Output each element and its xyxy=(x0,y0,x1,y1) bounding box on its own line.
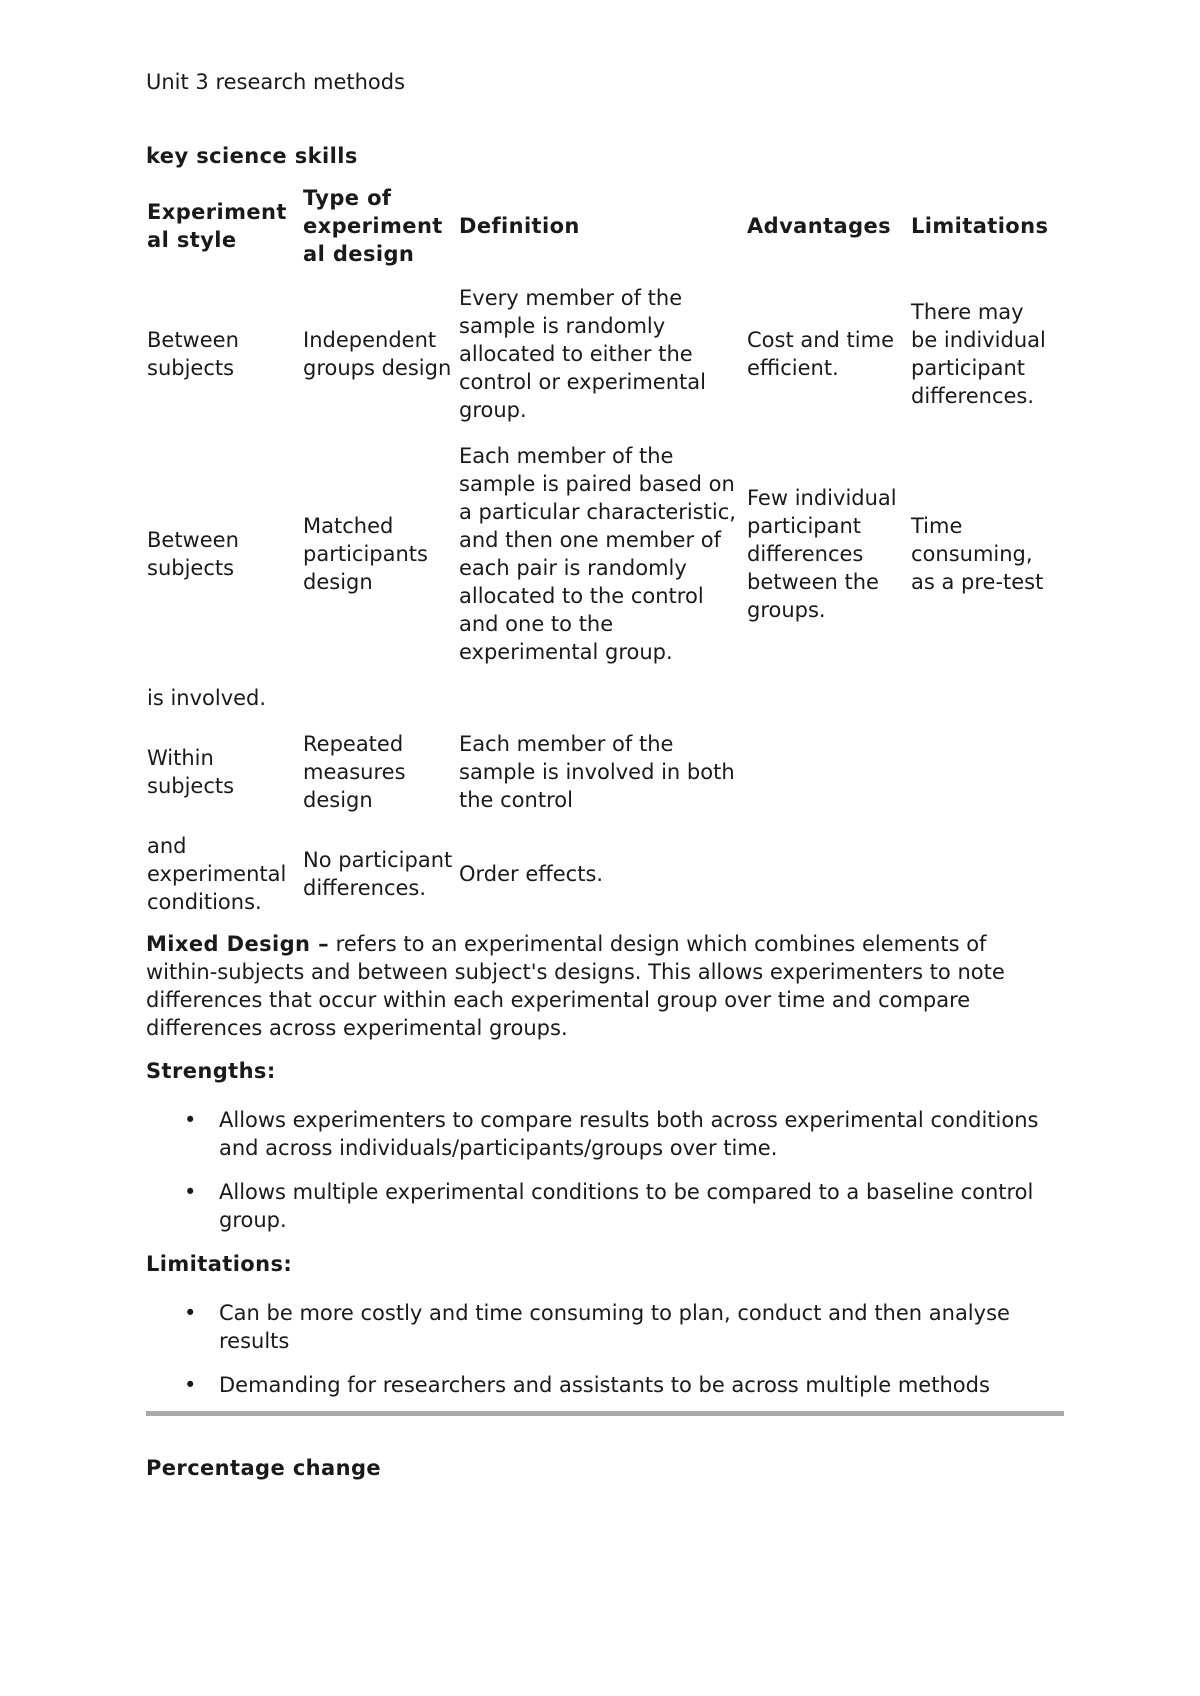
percentage-change-heading: Percentage change xyxy=(146,1456,382,1480)
bullet-icon: • xyxy=(184,1373,197,1397)
list-item xyxy=(146,1106,1064,1162)
document-header: Unit 3 research methods xyxy=(146,70,406,94)
table-cell: Order effects. xyxy=(459,862,604,886)
table-cell: Cost and time efficient. xyxy=(747,328,894,380)
mixed-design-paragraph xyxy=(146,930,1064,1042)
list-item-text: Demanding for researchers and assistants to be across multiple methods xyxy=(219,1373,990,1397)
table-cell xyxy=(746,730,910,832)
table-break-row xyxy=(146,684,1058,730)
table-cell xyxy=(746,832,910,934)
table-cell: No participant differences. xyxy=(303,848,453,900)
list-item-text: Allows multiple experimental conditions to be compared to a baseline control group. xyxy=(219,1180,1034,1232)
table-row xyxy=(146,730,1058,832)
table-cell xyxy=(910,832,1058,934)
limitations-heading: Limitations: xyxy=(146,1252,293,1276)
table-row xyxy=(146,832,1058,934)
list-item-text: Can be more costly and time consuming to plan, conduct and then analyse results xyxy=(219,1301,1010,1353)
table-row xyxy=(146,284,1058,442)
table-cell: Each member of the sample is involved in both the control xyxy=(459,732,735,812)
list-item xyxy=(146,1178,1064,1234)
table-cell: Time consuming, as a pre-test xyxy=(911,514,1044,594)
table-cell: Independent groups design xyxy=(303,328,452,380)
list-item xyxy=(146,1299,1064,1355)
document-page xyxy=(146,68,1064,1482)
mixed-design-label: Mixed Design – xyxy=(146,932,329,956)
list-item-text: Allows experimenters to compare results both across experimental conditions and across individuals/participants/groups over time. xyxy=(219,1108,1039,1160)
strengths-list xyxy=(146,1106,1064,1234)
bullet-icon: • xyxy=(184,1301,197,1325)
table-break-text: is involved. xyxy=(147,686,267,710)
table-cell: Each member of the sample is paired based on a particular characteristic, and then one member of each pair is randomly allocated to the control and one to the experimental group. xyxy=(459,444,736,664)
table-cell: Every member of the sample is randomly allocated to either the control or experimental group. xyxy=(459,286,706,422)
table-cell: Few individual participant differences between the groups. xyxy=(747,486,897,622)
list-item xyxy=(146,1371,1064,1399)
limitations-list xyxy=(146,1299,1064,1399)
mixed-design-text: refers to an experimental design which combines elements of within-subjects and between subject's designs. This allows experimenters to note differences that occur within each experimental group over time and compare differences across experimental groups. xyxy=(146,932,1005,1040)
table-cell: Matched participants design xyxy=(303,514,428,594)
table-cell: Within subjects xyxy=(147,746,235,798)
table-header-row xyxy=(146,184,1058,284)
bullet-icon: • xyxy=(184,1180,197,1204)
column-header: Type of experiment al design xyxy=(303,186,443,266)
table-cell xyxy=(910,730,1058,832)
table-row xyxy=(146,442,1058,684)
experimental-design-table xyxy=(146,184,1058,934)
table-cell: Between subjects xyxy=(147,328,239,380)
strengths-heading: Strengths: xyxy=(146,1059,276,1083)
table-cell: and experimental conditions. xyxy=(147,834,287,914)
column-header: Advantages xyxy=(747,214,892,238)
horizontal-divider xyxy=(146,1411,1064,1416)
table-cell: There may be individual participant differences. xyxy=(911,300,1046,408)
table-cell: Repeated measures design xyxy=(303,732,406,812)
column-header: Limitations xyxy=(911,214,1049,238)
column-header: Experiment al style xyxy=(147,200,287,252)
key-science-skills-heading: key science skills xyxy=(146,144,358,168)
column-header: Definition xyxy=(459,214,580,238)
table-cell: Between subjects xyxy=(147,528,239,580)
bullet-icon: • xyxy=(184,1108,197,1132)
